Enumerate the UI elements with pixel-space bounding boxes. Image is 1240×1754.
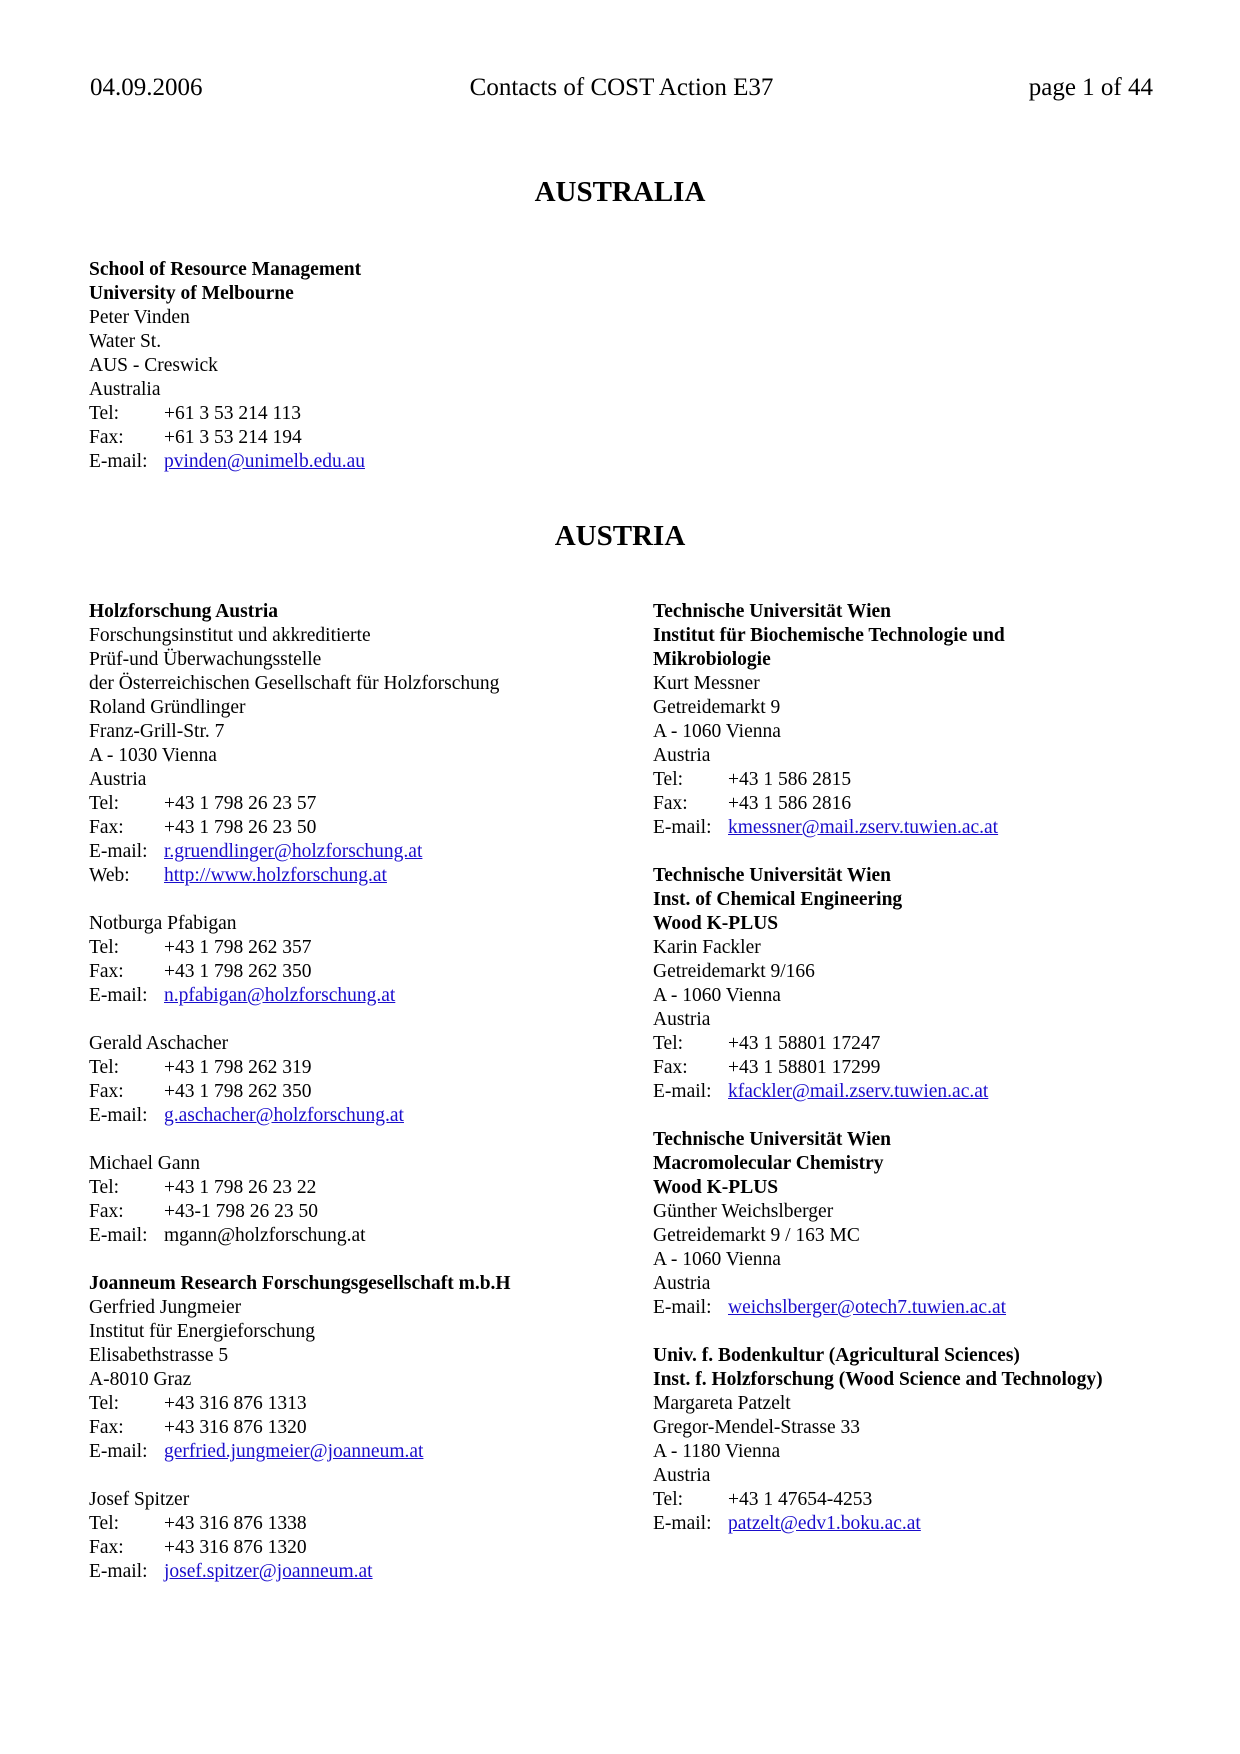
address-line: Gregor-Mendel-Strasse 33 (653, 1417, 861, 1438)
contact-name: Notburga Pfabigan (89, 913, 237, 934)
contact-name: Margareta Patzelt (653, 1393, 791, 1414)
org-name: Holzforschung Austria (89, 601, 279, 622)
contact-name: Günther Weichslberger (653, 1201, 834, 1222)
fax-value: +43 1 798 262 350 (164, 1081, 312, 1102)
address-line: Austria (653, 1273, 711, 1294)
tel-value: +43 1 798 262 319 (164, 1057, 312, 1078)
heading-australia: AUSTRALIA (534, 176, 706, 208)
heading-austria: AUSTRIA (554, 520, 686, 552)
header-page-number: page 1 of 44 (1028, 74, 1153, 101)
org-name: Technische Universität Wien (653, 1129, 891, 1150)
contact-name: Roland Gründlinger (89, 697, 246, 718)
fax-row (653, 1056, 1193, 1080)
tel-label: Tel: (89, 1513, 120, 1534)
australia-column (89, 258, 689, 474)
address-line: Australia (89, 379, 161, 400)
org-name: Inst. of Chemical Engineering (653, 889, 903, 910)
tel-row (89, 792, 649, 816)
tel-label: Tel: (653, 1033, 684, 1054)
address-line: Getreidemarkt 9/166 (653, 961, 815, 982)
fax-row (89, 816, 649, 840)
contact-name: Michael Gann (89, 1153, 201, 1174)
tel-row (89, 936, 649, 960)
org-name: Inst. f. Holzforschung (Wood Science and Technology) (653, 1369, 1103, 1390)
email-label: E-mail: (653, 1297, 712, 1318)
contact-block-weichslberger (653, 1128, 1193, 1320)
tel-value: +43 1 798 262 357 (164, 937, 312, 958)
austria-left-column (89, 600, 649, 1584)
fax-label: Fax: (89, 1417, 124, 1438)
email-row (89, 1560, 649, 1584)
address-line: A - 1060 Vienna (653, 1249, 781, 1270)
web-row (89, 864, 649, 888)
contact-block-pfabigan (89, 912, 649, 1008)
fax-label: Fax: (89, 1537, 124, 1558)
contact-block-fackler (653, 864, 1193, 1104)
tel-row (89, 1176, 649, 1200)
email-link[interactable]: g.aschacher@holzforschung.at (164, 1105, 404, 1126)
address-line: A-8010 Graz (89, 1369, 192, 1390)
org-name: Wood K-PLUS (653, 1177, 779, 1198)
fax-label: Fax: (89, 1081, 124, 1102)
tel-row (653, 1032, 1193, 1056)
fax-row (653, 792, 1193, 816)
tel-label: Tel: (653, 769, 684, 790)
fax-value: +43 1 58801 17299 (728, 1057, 881, 1078)
fax-row (89, 1080, 649, 1104)
fax-value: +43-1 798 26 23 50 (164, 1201, 318, 1222)
email-link[interactable]: pvinden@unimelb.edu.au (164, 451, 365, 472)
org-name: University of Melbourne (89, 283, 294, 304)
tel-label: Tel: (89, 1393, 120, 1414)
address-line: Institut für Energieforschung (89, 1321, 316, 1342)
tel-label: Tel: (89, 793, 120, 814)
fax-value: +43 316 876 1320 (164, 1417, 307, 1438)
org-name: School of Resource Management (89, 259, 362, 280)
web-link[interactable]: http://www.holzforschung.at (164, 865, 387, 886)
tel-label: Tel: (89, 937, 120, 958)
fax-value: +43 316 876 1320 (164, 1537, 307, 1558)
org-description: Prüf-und Überwachungsstelle (89, 649, 322, 670)
org-name: Macromolecular Chemistry (653, 1153, 884, 1174)
address-line: Elisabethstrasse 5 (89, 1345, 229, 1366)
email-row (89, 984, 649, 1008)
fax-row (89, 960, 649, 984)
email-row (89, 1224, 649, 1248)
email-row (89, 1104, 649, 1128)
contact-name: Josef Spitzer (89, 1489, 190, 1510)
org-name: Univ. f. Bodenkultur (Agricultural Sciences) (653, 1345, 1020, 1366)
email-row (653, 1296, 1193, 1320)
org-description: der Österreichischen Gesellschaft für Holzforschung (89, 673, 500, 694)
email-link[interactable]: n.pfabigan@holzforschung.at (164, 985, 396, 1006)
tel-value: +61 3 53 214 113 (164, 403, 302, 424)
org-name: Mikrobiologie (653, 649, 771, 670)
email-label: E-mail: (653, 817, 712, 838)
email-label: E-mail: (89, 841, 148, 862)
email-link[interactable]: r.gruendlinger@holzforschung.at (164, 841, 423, 862)
email-label: E-mail: (653, 1081, 712, 1102)
contact-block-messner (653, 600, 1193, 840)
email-label: E-mail: (89, 1105, 148, 1126)
tel-label: Tel: (89, 1177, 120, 1198)
tel-value: +43 316 876 1313 (164, 1393, 307, 1414)
email-link[interactable]: patzelt@edv1.boku.ac.at (728, 1513, 921, 1534)
org-name: Joanneum Research Forschungsgesellschaft m.b.H (89, 1273, 511, 1294)
email-row (89, 1440, 649, 1464)
austria-right-column (653, 600, 1193, 1536)
email-link[interactable]: gerfried.jungmeier@joanneum.at (164, 1441, 424, 1462)
email-label: E-mail: (89, 451, 148, 472)
fax-value: +43 1 586 2816 (728, 793, 852, 814)
address-line: A - 1180 Vienna (653, 1441, 781, 1462)
contact-block-joanneum (89, 1272, 649, 1464)
contact-block-vinden (89, 258, 689, 474)
tel-row (653, 768, 1193, 792)
contact-block-gann (89, 1152, 649, 1248)
fax-row (89, 1200, 649, 1224)
contact-name: Karin Fackler (653, 937, 761, 958)
tel-value: +43 316 876 1338 (164, 1513, 307, 1534)
page-header (90, 74, 1153, 110)
email-row (89, 840, 649, 864)
org-name: Institut für Biochemische Technologie und (653, 625, 1005, 646)
address-line: A - 1030 Vienna (89, 745, 217, 766)
email-link[interactable]: kmessner@mail.zserv.tuwien.ac.at (728, 817, 999, 838)
tel-row (89, 402, 689, 426)
fax-value: +43 1 798 262 350 (164, 961, 312, 982)
fax-value: +61 3 53 214 194 (164, 427, 302, 448)
email-row (653, 1080, 1193, 1104)
tel-value: +43 1 798 26 23 57 (164, 793, 317, 814)
org-name: Technische Universität Wien (653, 601, 891, 622)
header-title: Contacts of COST Action E37 (469, 74, 774, 101)
email-row (653, 1512, 1193, 1536)
contact-name: Peter Vinden (89, 307, 190, 328)
address-line: Water St. (89, 331, 162, 352)
tel-value: +43 1 798 26 23 22 (164, 1177, 317, 1198)
address-line: Franz-Grill-Str. 7 (89, 721, 225, 742)
address-line: Austria (653, 1465, 711, 1486)
header-date: 04.09.2006 (90, 74, 203, 101)
contact-name: Gerfried Jungmeier (89, 1297, 242, 1318)
org-name: Wood K-PLUS (653, 913, 779, 934)
tel-value: +43 1 47654-4253 (728, 1489, 873, 1510)
contact-name: Kurt Messner (653, 673, 760, 694)
fax-row (89, 1416, 649, 1440)
contact-block-patzelt (653, 1344, 1193, 1536)
address-line: A - 1060 Vienna (653, 985, 781, 1006)
address-line: Austria (653, 1009, 711, 1030)
email-row (653, 816, 1193, 840)
email-label: E-mail: (653, 1513, 712, 1534)
email-label: E-mail: (89, 1225, 148, 1246)
tel-row (89, 1056, 649, 1080)
tel-value: +43 1 586 2815 (728, 769, 852, 790)
tel-label: Tel: (89, 403, 120, 424)
org-name: Technische Universität Wien (653, 865, 891, 886)
fax-value: +43 1 798 26 23 50 (164, 817, 317, 838)
fax-row (89, 426, 689, 450)
tel-label: Tel: (653, 1489, 684, 1510)
fax-label: Fax: (89, 817, 124, 838)
tel-value: +43 1 58801 17247 (728, 1033, 881, 1054)
email-link[interactable]: josef.spitzer@joanneum.at (164, 1561, 373, 1582)
contact-name: Gerald Aschacher (89, 1033, 229, 1054)
address-line: AUS - Creswick (89, 355, 218, 376)
email-row (89, 450, 689, 474)
tel-label: Tel: (89, 1057, 120, 1078)
address-line: A - 1060 Vienna (653, 721, 781, 742)
address-line: Getreidemarkt 9 / 163 MC (653, 1225, 860, 1246)
email-label: E-mail: (89, 985, 148, 1006)
tel-row (653, 1488, 1193, 1512)
fax-label: Fax: (89, 427, 124, 448)
email-link[interactable]: kfackler@mail.zserv.tuwien.ac.at (728, 1081, 989, 1102)
contact-block-holzforschung (89, 600, 649, 888)
address-line: Austria (653, 745, 711, 766)
fax-label: Fax: (89, 1201, 124, 1222)
email-value: mgann@holzforschung.at (164, 1225, 366, 1246)
contact-block-aschacher (89, 1032, 649, 1128)
web-label: Web: (89, 865, 130, 886)
fax-label: Fax: (653, 793, 688, 814)
tel-row (89, 1392, 649, 1416)
contact-block-spitzer (89, 1488, 649, 1584)
address-line: Getreidemarkt 9 (653, 697, 781, 718)
tel-row (89, 1512, 649, 1536)
email-label: E-mail: (89, 1441, 148, 1462)
org-description: Forschungsinstitut und akkreditierte (89, 625, 371, 646)
address-line: Austria (89, 769, 147, 790)
fax-label: Fax: (653, 1057, 688, 1078)
fax-label: Fax: (89, 961, 124, 982)
email-label: E-mail: (89, 1561, 148, 1582)
email-link[interactable]: weichslberger@otech7.tuwien.ac.at (728, 1297, 1007, 1318)
fax-row (89, 1536, 649, 1560)
